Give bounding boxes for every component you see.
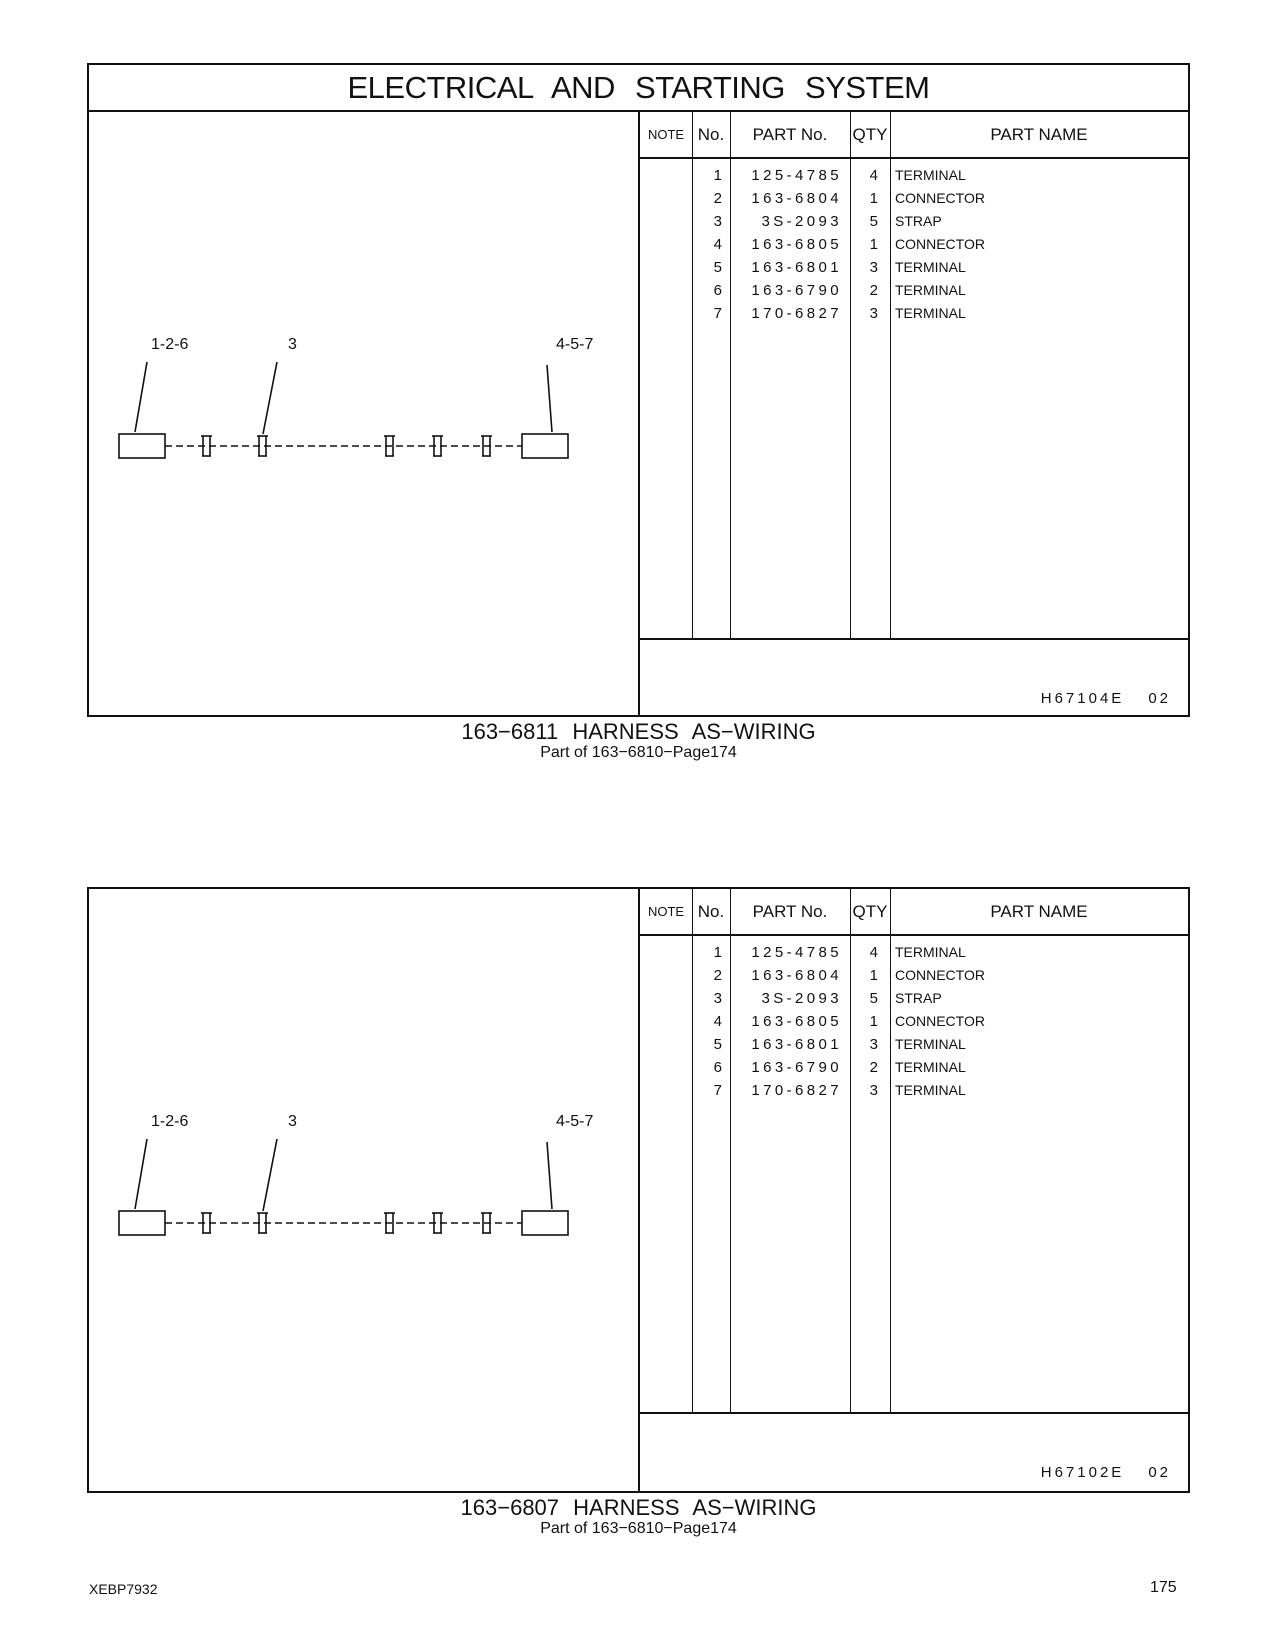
- table-row: [640, 1056, 1188, 1079]
- part-name: TERMINAL: [895, 259, 966, 275]
- strap-clip: [257, 436, 268, 456]
- table-row: [640, 964, 1188, 987]
- reference-code: [1041, 1464, 1171, 1481]
- part-number: 170-6827: [751, 1082, 842, 1099]
- part-number: 163-6790: [751, 282, 842, 299]
- part-name: TERMINAL: [895, 167, 966, 183]
- part-number: 163-6801: [751, 1036, 842, 1053]
- item-no: 3: [713, 990, 722, 1007]
- part-name: STRAP: [895, 213, 942, 229]
- caption-subtitle: Part of 163−6810−Page174: [540, 1520, 737, 1537]
- leader-line: [547, 1142, 552, 1209]
- table-row: [640, 1033, 1188, 1056]
- table-row: [640, 256, 1188, 279]
- quantity: 4: [869, 167, 878, 184]
- harness-illustration: [89, 889, 640, 1491]
- item-no: 7: [713, 305, 722, 322]
- part-name: TERMINAL: [895, 944, 966, 960]
- callout-label: 3: [288, 1113, 297, 1130]
- parts-table: [640, 889, 1188, 1491]
- quantity: 1: [869, 1013, 878, 1030]
- quantity: 2: [869, 1059, 878, 1076]
- table-header: [640, 889, 1188, 936]
- part-name: CONNECTOR: [895, 1013, 985, 1029]
- part-name: TERMINAL: [895, 305, 966, 321]
- page-number: 175: [1150, 1579, 1177, 1596]
- item-no: 3: [713, 213, 722, 230]
- table-row: [640, 187, 1188, 210]
- part-number: 163-6801: [751, 259, 842, 276]
- quantity: 1: [869, 190, 878, 207]
- quantity: 1: [869, 236, 878, 253]
- quantity: 4: [869, 944, 878, 961]
- part-number: 163-6804: [751, 190, 842, 207]
- header-part-name: PART NAME: [990, 902, 1088, 921]
- item-no: 4: [713, 1013, 722, 1030]
- table-row: [640, 1010, 1188, 1033]
- part-number: 125-4785: [751, 167, 842, 184]
- item-no: 6: [713, 1059, 722, 1076]
- item-no: 6: [713, 282, 722, 299]
- harness-diagram: [89, 112, 638, 717]
- part-name: CONNECTOR: [895, 190, 985, 206]
- panel-caption: [87, 720, 1190, 762]
- quantity: 1: [869, 967, 878, 984]
- part-number: 163-6805: [751, 236, 842, 253]
- reference-code: [1041, 690, 1171, 707]
- table-row: [640, 210, 1188, 233]
- leader-line: [135, 1139, 147, 1209]
- strap-clip: [201, 436, 212, 456]
- part-name: CONNECTOR: [895, 236, 985, 252]
- part-number: 3S-2093: [761, 990, 842, 1007]
- item-no: 1: [713, 944, 722, 961]
- parts-panel-1: [87, 63, 1190, 717]
- part-name: TERMINAL: [895, 1059, 966, 1075]
- header-no: No.: [697, 902, 725, 921]
- strap-clip: [432, 1213, 443, 1233]
- parts-panel-2: [87, 887, 1190, 1493]
- part-name: TERMINAL: [895, 1036, 966, 1052]
- header-qty: QTY: [852, 902, 888, 921]
- caption-subtitle: Part of 163−6810−Page174: [540, 744, 737, 761]
- header-part-name: PART NAME: [990, 125, 1088, 144]
- connector-left: [119, 434, 165, 458]
- table-row: [640, 302, 1188, 325]
- item-no: 4: [713, 236, 722, 253]
- part-name: CONNECTOR: [895, 967, 985, 983]
- ref-revision: 02: [1148, 690, 1171, 707]
- table-row: [640, 279, 1188, 302]
- header-qty: QTY: [852, 125, 888, 144]
- quantity: 2: [869, 282, 878, 299]
- table-footer: [640, 1412, 1188, 1491]
- table-header: [640, 112, 1188, 159]
- harness-diagram: [89, 889, 638, 1491]
- part-number: 163-6790: [751, 1059, 842, 1076]
- quantity: 3: [869, 1082, 878, 1099]
- header-note: NOTE: [647, 127, 685, 142]
- callout-label: 4-5-7: [556, 1113, 594, 1130]
- quantity: 3: [869, 305, 878, 322]
- part-number: 125-4785: [751, 944, 842, 961]
- ref-code: H67102E: [1040, 1464, 1125, 1481]
- quantity: 3: [869, 259, 878, 276]
- part-name: TERMINAL: [895, 1082, 966, 1098]
- callout-label: 4-5-7: [556, 336, 594, 353]
- connector-right: [522, 1211, 568, 1235]
- table-row: [640, 164, 1188, 187]
- part-name: TERMINAL: [895, 282, 966, 298]
- part-name: STRAP: [895, 990, 942, 1006]
- callout-label: 1-2-6: [151, 1113, 189, 1130]
- item-no: 1: [713, 167, 722, 184]
- header-no: No.: [697, 125, 725, 144]
- item-no: 7: [713, 1082, 722, 1099]
- ref-code: H67104E: [1040, 690, 1125, 707]
- item-no: 2: [713, 190, 722, 207]
- item-no: 5: [713, 259, 722, 276]
- ref-revision: 02: [1148, 1464, 1171, 1481]
- caption-title: 163−6807 HARNESS AS−WIRING: [460, 1495, 817, 1520]
- table-row: [640, 233, 1188, 256]
- callout-label: 3: [288, 336, 297, 353]
- connector-right: [522, 434, 568, 458]
- leader-line: [263, 362, 277, 434]
- strap-clip: [257, 1213, 268, 1233]
- page-title: ELECTRICAL AND STARTING SYSTEM: [89, 65, 1188, 112]
- caption-title: 163−6811 HARNESS AS−WIRING: [461, 719, 816, 744]
- part-number: 163-6804: [751, 967, 842, 984]
- header-note: NOTE: [647, 904, 685, 919]
- quantity: 3: [869, 1036, 878, 1053]
- leader-line: [547, 365, 552, 432]
- strap-clip: [201, 1213, 212, 1233]
- connector-left: [119, 1211, 165, 1235]
- leader-line: [263, 1139, 277, 1211]
- table-row: [640, 941, 1188, 964]
- item-no: 5: [713, 1036, 722, 1053]
- quantity: 5: [869, 990, 878, 1007]
- table-row: [640, 1079, 1188, 1102]
- parts-table: [640, 112, 1188, 717]
- part-number: 3S-2093: [761, 213, 842, 230]
- table-footer: [640, 638, 1188, 717]
- part-number: 170-6827: [751, 305, 842, 322]
- item-no: 2: [713, 967, 722, 984]
- strap-clip: [432, 436, 443, 456]
- table-row: [640, 987, 1188, 1010]
- part-number: 163-6805: [751, 1013, 842, 1030]
- harness-illustration: [89, 112, 640, 717]
- quantity: 5: [869, 213, 878, 230]
- leader-line: [135, 362, 147, 432]
- panel-caption: [87, 1496, 1190, 1538]
- header-part-no: PART No.: [752, 125, 828, 144]
- callout-label: 1-2-6: [151, 336, 189, 353]
- header-part-no: PART No.: [752, 902, 828, 921]
- document-id: XEBP7932: [89, 1581, 158, 1597]
